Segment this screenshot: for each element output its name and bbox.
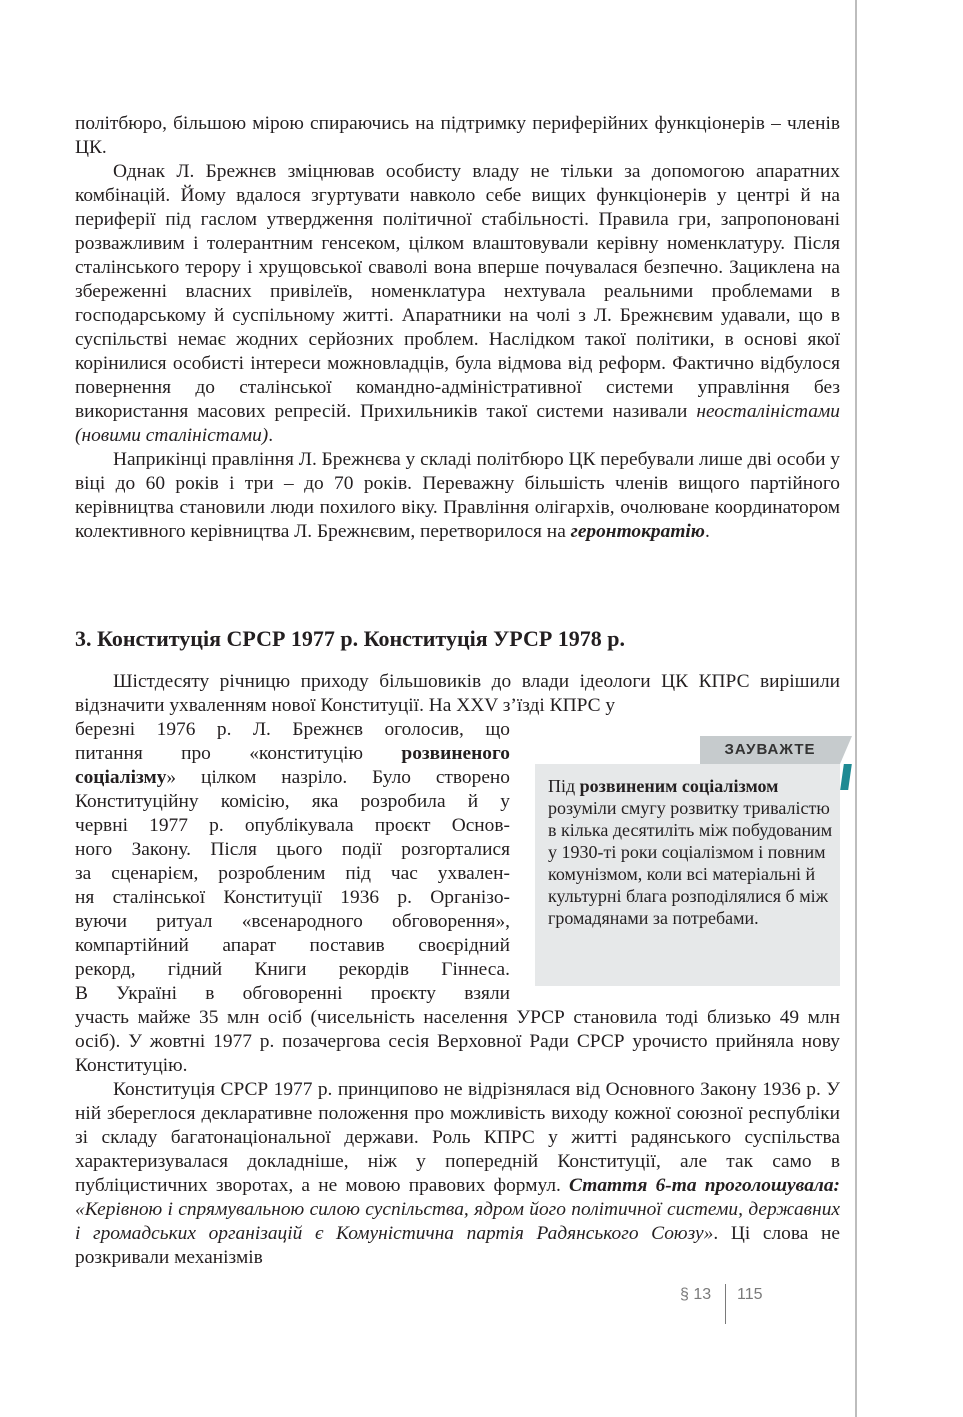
note-label: ЗАУВАЖТЕ bbox=[724, 741, 816, 758]
paragraph-2: Однак Л. Брежнєв зміцнював особисту владу не тільки за допомогою апаратних комбінацій. Йому вдалося згуртувати навколо себе вищих функціонерів у центрі й на периферії під гаслом утвердження політичної стабільності. Правила гри, запропоновані розважливим і толерантним генсеком, цілком влаштовували керівну номенклатуру. Після сталінського терору і хрущовської сваволі вона вперше почувалася безпечно. Зациклена на збереженні власних привілеїв, номенклатура нехтувала реальними проблемами в господарському й суспільному житті. Апаратники на чолі з Л. Брежнєвим удавали, що в суспільстві немає жодних серйозних проблем. Наслідком такої політики, в основі якої корінилися особисті інтереси можновладців, була відмова від реформ. Фактично відбулося повернення до сталінської командно-адміністративної системи управління без використання масових репресій. Прихильників такої системи називали неосталіністами (новими сталіністами). bbox=[75, 161, 840, 446]
note-accent-bar bbox=[840, 764, 852, 790]
section-heading: 3. Конституція СРСР 1977 р. Конституція УРСР 1978 р. bbox=[75, 626, 626, 651]
wrapped-line: ного Закону. Після цього події розгорталися bbox=[75, 839, 510, 860]
note-text: Під розвиненим соціалізмом розуміли смугу розвитку тривалістю в кілька десятиліть між побудованим у 1930-ті роки соціалізмом і повним комунізмом, коли всі матеріальні й культурні блага розподілялися б між громадянами за потребами. bbox=[548, 776, 833, 928]
wrapped-line: вуючи ритуал «всенародного обговорення», bbox=[75, 911, 510, 932]
wrapped-line: питання про «конституцію розвиненого bbox=[75, 743, 510, 764]
wrapped-line: червні 1977 р. опублікувала проєкт Основ- bbox=[75, 815, 510, 836]
wrapped-line: ня сталінської Конституції 1936 р. Організо- bbox=[75, 887, 510, 908]
section-intro: Шістдесяту річницю приходу більшовиків до влади ідеологи ЦК КПРС вирішили відзначити ухваленням нової Конституції. На XXV з’їзді КПРС у bbox=[75, 671, 840, 716]
wrapped-line: В Україні в обговоренні проєкту взяли bbox=[75, 983, 510, 1004]
after-wrap-text: участь майже 35 млн осіб (чисельність населення УРСР становила тоді близько 49 млн осіб). У жовтні 1977 р. позачергова сесія Верховної Ради СРСР урочисто прийняла нову Конституцію. bbox=[75, 1007, 840, 1076]
paragraph-3: Наприкінці правління Л. Брежнєва у складі політбюро ЦК перебували лише дві особи у віці до 60 років і три – до 70 років. Переважну більшість членів вищого партійного керівництва становили люди похилого віку. Правління олігархів, очолюване координатором колективного керівництва Л. Брежнєвим, перетворилося на геронтократію. bbox=[75, 449, 840, 542]
wrapped-line: компартійний апарат поставив своєрідний bbox=[75, 935, 510, 956]
note-tab bbox=[700, 736, 840, 764]
wrapped-line: Конституційну комісію, яка розробила й у bbox=[75, 791, 510, 812]
footer-divider bbox=[725, 1284, 726, 1324]
footer-section: § 13 bbox=[680, 1286, 712, 1303]
wrapped-line: за сценарієм, розробленим під час ухвален- bbox=[75, 863, 510, 884]
wrapped-text bbox=[75, 718, 510, 1006]
page-number: 115 bbox=[737, 1286, 763, 1303]
wrapped-line: березні 1976 р. Л. Брежнєв оголосив, що bbox=[75, 719, 510, 740]
wrapped-line: рекорд, гідний Книги рекордів Гіннеса. bbox=[75, 959, 510, 980]
wrapped-line: соціалізму» цілком назріло. Було створено bbox=[75, 767, 510, 788]
margin-rule bbox=[855, 0, 857, 1417]
paragraph-constitution: Конституція СРСР 1977 р. принципово не відрізнялася від Основного Закону 1936 р. У ній збереглося декларативне положення про можливість виходу кожної союзної республіки зі складу багатонаціональної держави. Роль КПРС у житті радянського суспільства характеризувалася докладніше, ніж у попередній Конституції, але так само в публіцистичних зворотах, а не мовою правових формул. Стаття 6-та проголошувала: «Керівною і спрямувальною силою суспільства, ядром його політичної системи, державних і громадських організацій є Комуністична партія Радянського Союзу». Ці слова не розкривали механізмів bbox=[75, 1079, 841, 1268]
body-text-top bbox=[75, 112, 840, 544]
paragraph-1: політбюро, більшою мірою спираючись на підтримку периферійних функціонерів – членів ЦК. bbox=[75, 113, 840, 158]
